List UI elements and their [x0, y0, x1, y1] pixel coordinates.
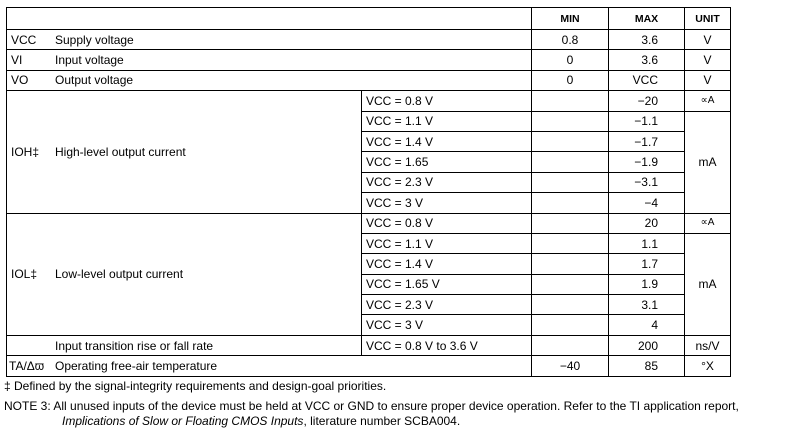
- min-cell: [532, 111, 609, 131]
- condition-cell: VCC = 2.3 V: [362, 172, 532, 192]
- max-cell: 3.1: [609, 295, 685, 315]
- note-3-continuation: [62, 414, 460, 428]
- parameter-cell: Low-level output current: [51, 213, 362, 335]
- min-cell: [532, 131, 609, 151]
- min-cell: [532, 254, 609, 274]
- table-row: [7, 335, 731, 355]
- dagger-footnote: ‡ Defined by the signal-integrity requirements and design-goal priorities.: [4, 379, 387, 393]
- literature-number-text: , literature number SCBA004.: [303, 414, 461, 428]
- parameter-cell: Input voltage: [51, 50, 532, 70]
- unit-cell: ∝A: [685, 91, 731, 111]
- condition-cell: VCC = 0.8 V to 3.6 V: [362, 335, 532, 355]
- parameter-cell: Input transition rise or fall rate: [51, 335, 362, 355]
- recommended-operating-conditions-table: [6, 7, 731, 377]
- min-cell: [532, 295, 609, 315]
- condition-cell: VCC = 0.8 V: [362, 213, 532, 233]
- unit-cell: ns/V: [685, 335, 731, 355]
- max-cell: 3.6: [609, 30, 685, 50]
- parameter-cell: Output voltage: [51, 70, 532, 90]
- min-cell: [532, 91, 609, 111]
- max-cell: 20: [609, 213, 685, 233]
- note-3-text: NOTE 3: All unused inputs of the device must be held at VCC or GND to ensure proper device operation. Refer to the TI application report,: [4, 399, 739, 413]
- min-cell: [532, 315, 609, 335]
- unit-cell: V: [685, 30, 731, 50]
- table-row: [7, 30, 731, 50]
- symbol-cell: IOH‡: [7, 91, 51, 213]
- application-report-title: Implications of Slow or Floating CMOS Inputs: [62, 414, 304, 428]
- max-cell: −1.9: [609, 152, 685, 172]
- header-max: MAX: [609, 8, 685, 30]
- table-row: [7, 213, 731, 233]
- table-row: [7, 91, 731, 111]
- condition-cell: VCC = 3 V: [362, 315, 532, 335]
- symbol-cell: VCC: [7, 30, 51, 50]
- condition-cell: VCC = 1.1 V: [362, 111, 532, 131]
- parameter-cell: Supply voltage: [51, 30, 532, 50]
- min-cell: [532, 213, 609, 233]
- min-cell: [532, 233, 609, 253]
- min-cell: 0: [532, 50, 609, 70]
- max-cell: 3.6: [609, 50, 685, 70]
- symbol-cell: ΤΑ/Δϖ: [7, 356, 51, 376]
- condition-cell: VCC = 1.4 V: [362, 131, 532, 151]
- min-cell: [532, 193, 609, 213]
- max-cell: 1.9: [609, 274, 685, 294]
- unit-cell: V: [685, 70, 731, 90]
- symbol-cell: IOL‡: [7, 213, 51, 335]
- symbol-cell: VO: [7, 70, 51, 90]
- max-cell: −3.1: [609, 172, 685, 192]
- unit-cell: V: [685, 50, 731, 70]
- header-blank: [7, 8, 532, 30]
- max-cell: 200: [609, 335, 685, 355]
- max-cell: 85: [609, 356, 685, 376]
- symbol-cell: VI: [7, 50, 51, 70]
- condition-cell: VCC = 0.8 V: [362, 91, 532, 111]
- max-cell: −1.1: [609, 111, 685, 131]
- condition-cell: VCC = 1.65: [362, 152, 532, 172]
- table-row: [7, 50, 731, 70]
- condition-cell: VCC = 1.1 V: [362, 233, 532, 253]
- table-header-row: [7, 8, 731, 30]
- min-cell: −40: [532, 356, 609, 376]
- unit-cell: ∝A: [685, 213, 731, 233]
- min-cell: [532, 335, 609, 355]
- unit-cell: °X: [685, 356, 731, 376]
- min-cell: 0.8: [532, 30, 609, 50]
- condition-cell: VCC = 1.4 V: [362, 254, 532, 274]
- unit-cell: mA: [685, 233, 731, 335]
- min-cell: [532, 152, 609, 172]
- min-cell: [532, 172, 609, 192]
- parameter-cell: Operating free-air temperature: [51, 356, 532, 376]
- parameter-cell: High-level output current: [51, 91, 362, 213]
- min-cell: [532, 274, 609, 294]
- max-cell: 1.1: [609, 233, 685, 253]
- max-cell: 1.7: [609, 254, 685, 274]
- condition-cell: VCC = 2.3 V: [362, 295, 532, 315]
- max-cell: VCC: [609, 70, 685, 90]
- table-row: [7, 70, 731, 90]
- max-cell: −20: [609, 91, 685, 111]
- unit-cell: mA: [685, 111, 731, 213]
- max-cell: −4: [609, 193, 685, 213]
- symbol-cell: [7, 335, 51, 355]
- table-row: [7, 356, 731, 376]
- header-unit: UNIT: [685, 8, 731, 30]
- min-cell: 0: [532, 70, 609, 90]
- max-cell: 4: [609, 315, 685, 335]
- max-cell: −1.7: [609, 131, 685, 151]
- condition-cell: VCC = 1.65 V: [362, 274, 532, 294]
- condition-cell: VCC = 3 V: [362, 193, 532, 213]
- header-min: MIN: [532, 8, 609, 30]
